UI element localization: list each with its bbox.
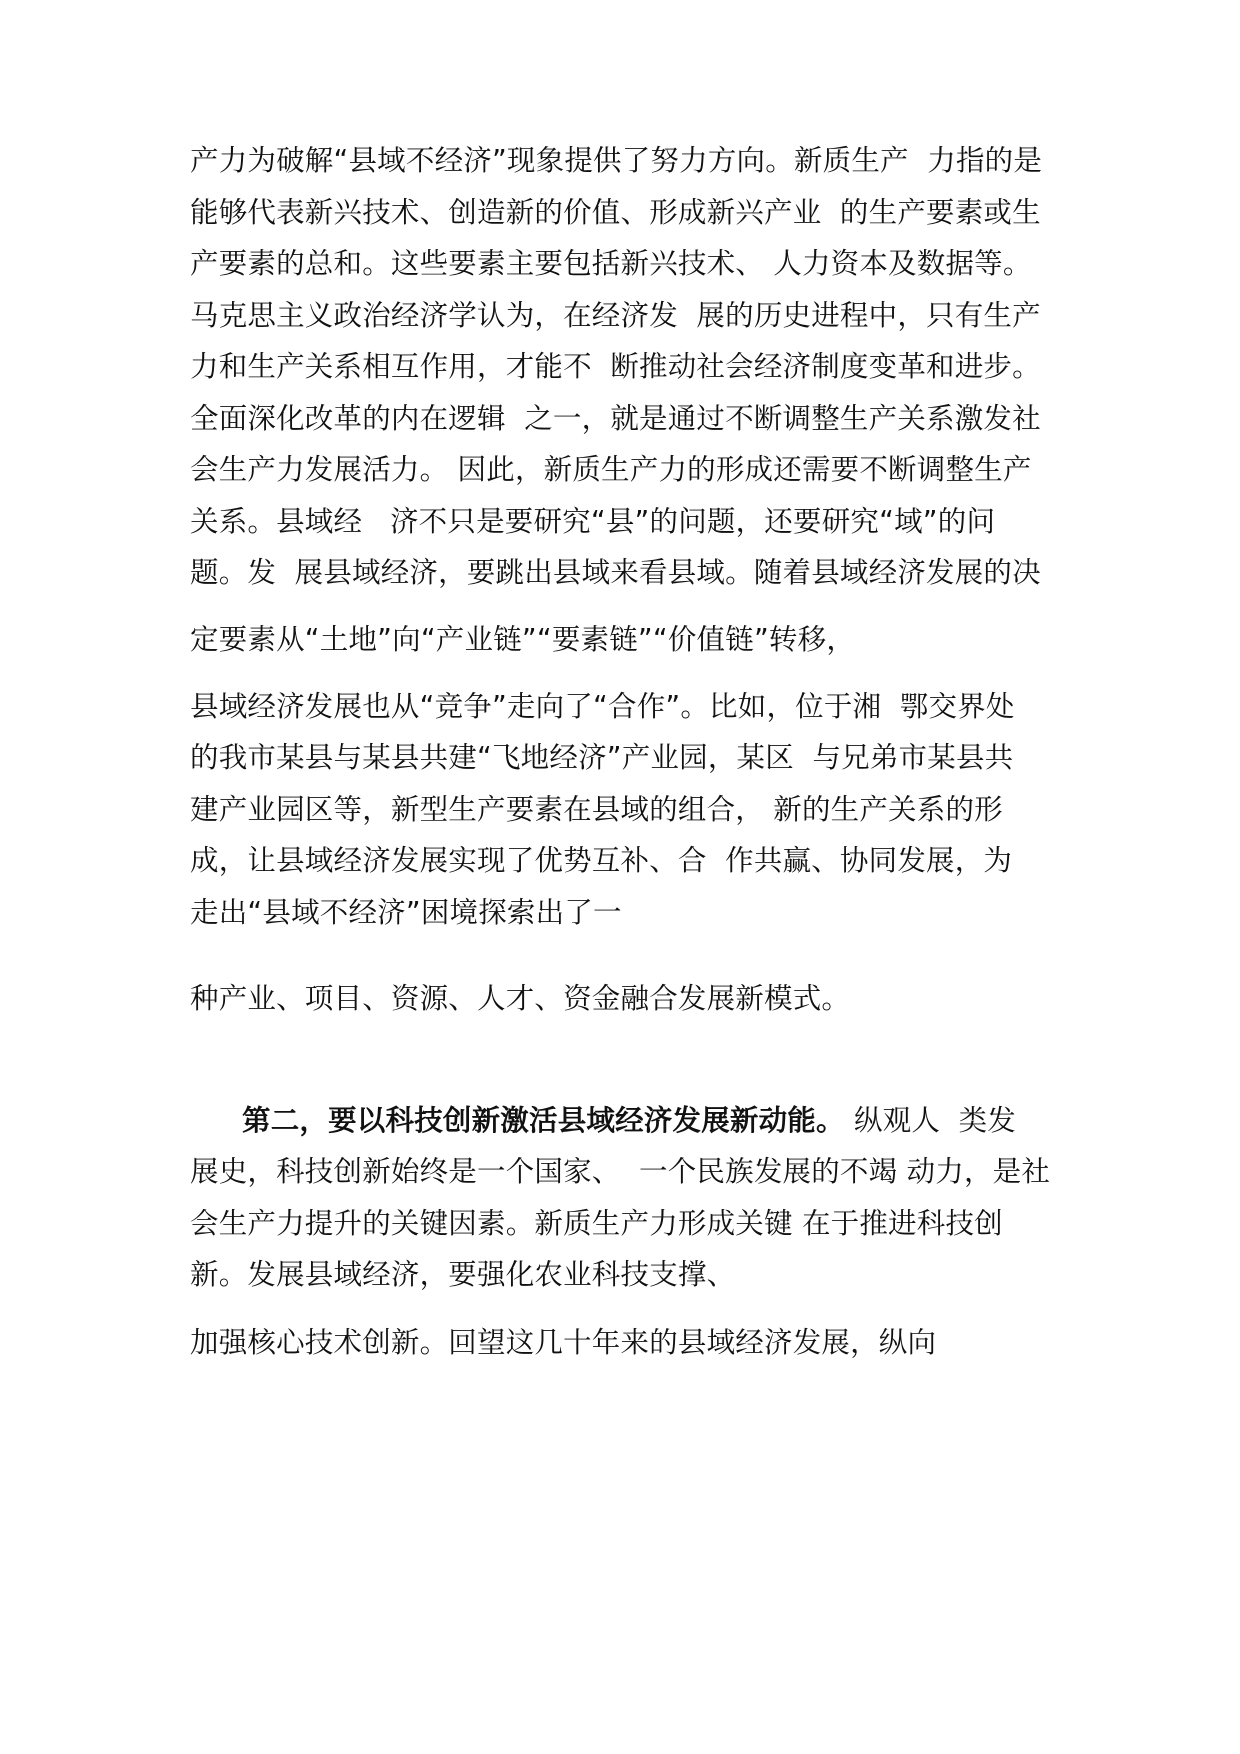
text-line: 加强核心技术创新。回望这几十年来的县域经济发展，纵向 — [190, 1326, 937, 1359]
text-line: 关系。县域经 济不只是要研究“县”的问题，还要研究“域”的问 — [190, 505, 996, 538]
text-line: 产力为破解“县域不经济”现象提供了努力方向。新质生产 力指的是 — [190, 144, 1043, 177]
text-line: 成，让县域经济发展实现了优势互补、合 作共赢、协同发展，为 — [190, 844, 1013, 877]
text-line: 新。发展县域经济，要强化农业科技支撑、 — [190, 1258, 736, 1291]
text-line: 题。发 展县域经济，要跳出县域来看县域。随着县域经济发展的决 — [190, 556, 1041, 589]
text-span: 纵观人 类发 — [844, 1104, 1016, 1137]
section-heading-line — [242, 1101, 1016, 1141]
text-line: 能够代表新兴技术、创造新的价值、形成新兴产业 的生产要素或生 — [190, 196, 1041, 229]
text-line: 马克思主义政治经济学认为，在经济发 展的历史进程中，只有生产 — [190, 299, 1041, 332]
text-line: 的我市某县与某县共建“飞地经济”产业园，某区 与兄弟市某县共 — [190, 741, 1014, 774]
text-line: 走出“县域不经济”困境探索出了一 — [190, 896, 622, 929]
text-line: 展史，科技创新始终是一个国家、 一个民族发展的不竭 动力，是社 — [190, 1155, 1051, 1188]
text-line: 种产业、项目、资源、人才、资金融合发展新模式。 — [190, 982, 851, 1015]
text-line: 建产业园区等，新型生产要素在县域的组合， 新的生产关系的形 — [190, 793, 1003, 826]
text-line: 会生产力发展活力。 因此，新质生产力的形成还需要不断调整生产 — [190, 453, 1032, 486]
text-line: 县域经济发展也从“竞争”走向了“合作”。比如，位于湘 鄂交界处 — [190, 690, 1015, 723]
text-line: 会生产力提升的关键因素。新质生产力形成关键 在于推进科技创 — [190, 1207, 1003, 1240]
text-line: 全面深化改革的内在逻辑 之一，就是通过不断调整生产关系激发社 — [190, 402, 1041, 435]
text-line: 产要素的总和。这些要素主要包括新兴技术、 人力资本及数据等。 — [190, 247, 1032, 280]
text-line: 力和生产关系相互作用，才能不 断推动社会经济制度变革和进步。 — [190, 350, 1041, 383]
section-heading: 第二，要以科技创新激活县域经济发展新动能。 — [242, 1104, 845, 1137]
text-line: 定要素从“土地”向“产业链”“要素链”“价值链”转移， — [190, 623, 856, 656]
